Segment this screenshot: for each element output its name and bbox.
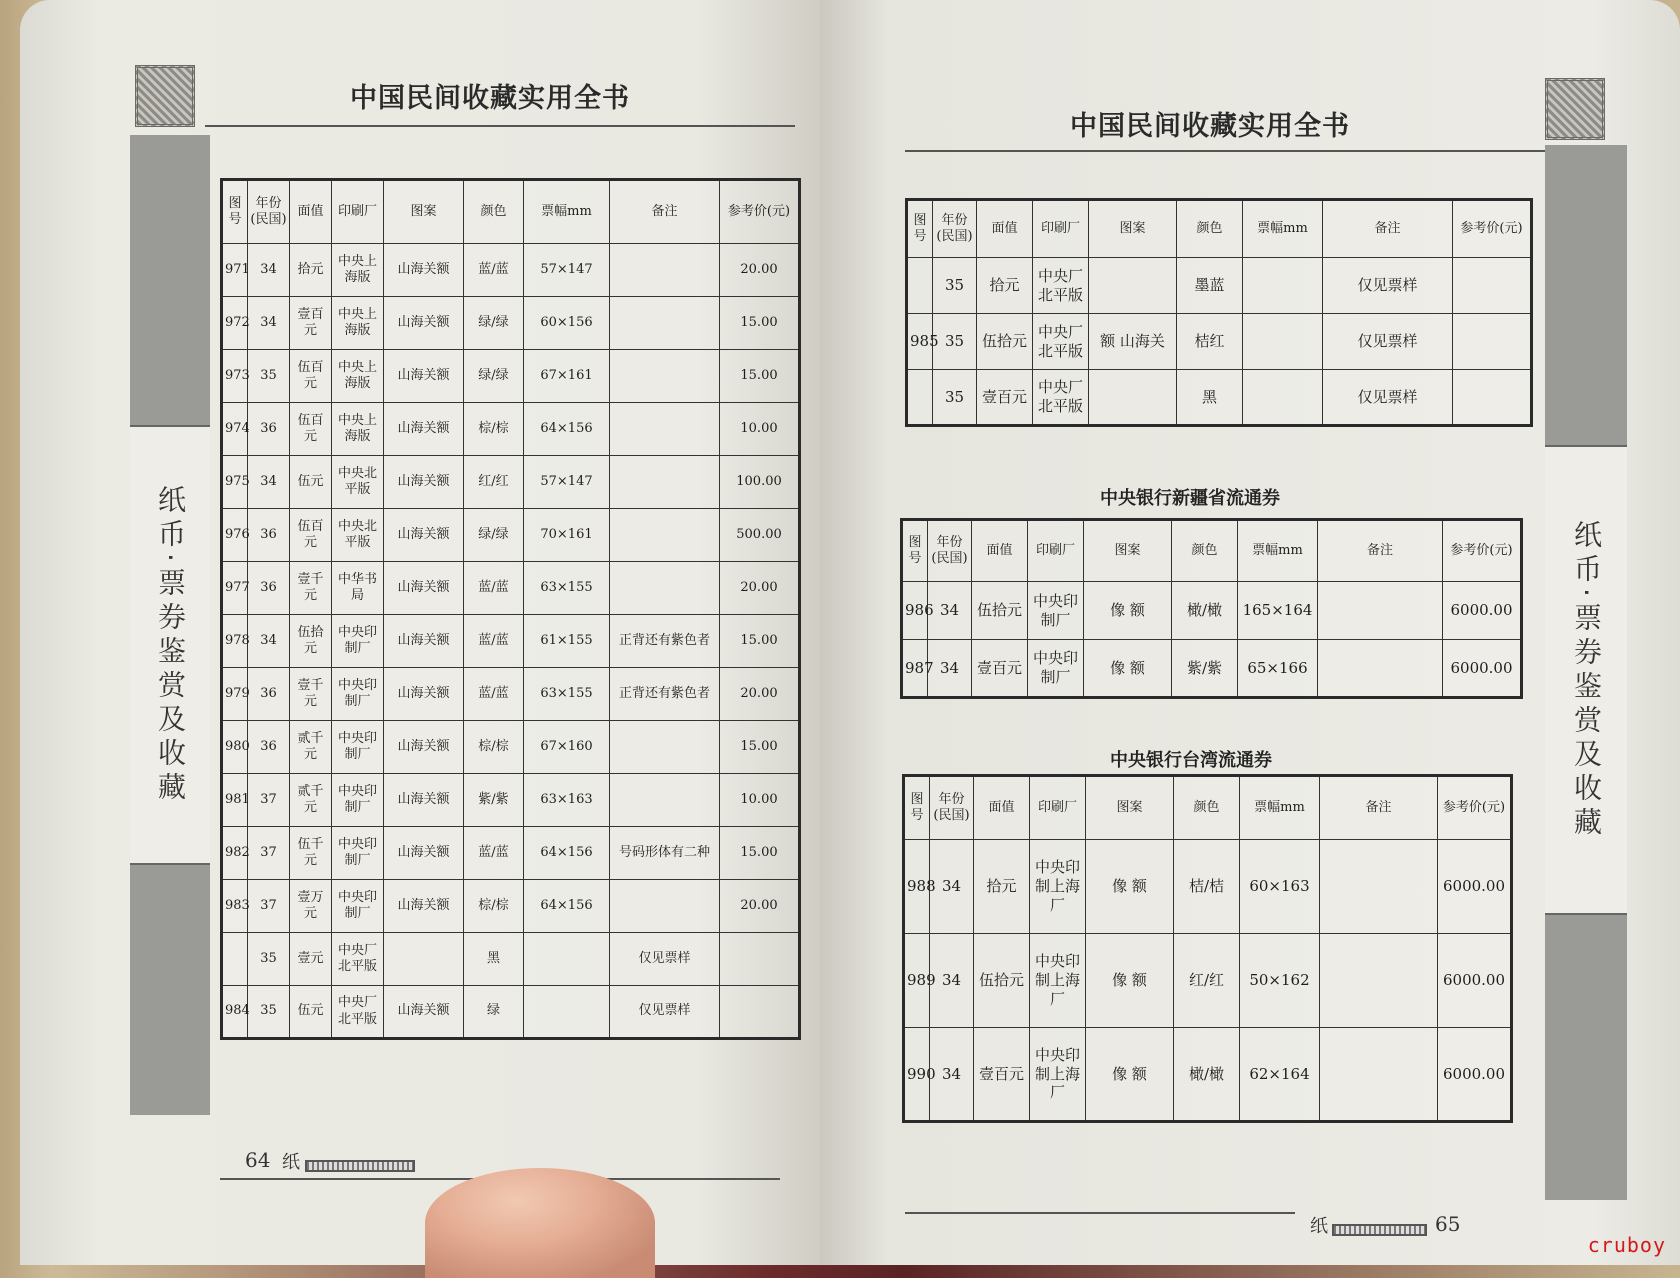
cell-year: 35 bbox=[248, 933, 290, 986]
table-row bbox=[222, 933, 800, 986]
cell-face: 贰千元 bbox=[290, 721, 332, 774]
cell-color: 棕/棕 bbox=[464, 880, 524, 933]
cell-printer: 中央北平版 bbox=[332, 456, 384, 509]
cell-color: 黑 bbox=[464, 933, 524, 986]
cell-size bbox=[524, 986, 610, 1039]
cell-design: 山海关额 bbox=[384, 721, 464, 774]
cell-size: 67×161 bbox=[524, 350, 610, 403]
col-header-no: 图号 bbox=[222, 180, 248, 244]
cell-face: 壹元 bbox=[290, 933, 332, 986]
cell-note: 仅见票样 bbox=[1323, 258, 1453, 314]
right-data-table-3 bbox=[902, 774, 1513, 1123]
cell-note bbox=[610, 774, 720, 827]
col-header-note: 备注 bbox=[1323, 200, 1453, 258]
table-row bbox=[222, 615, 800, 668]
cell-note bbox=[1318, 640, 1443, 698]
col-header-no: 图号 bbox=[904, 776, 930, 840]
cell-year: 35 bbox=[248, 986, 290, 1039]
cell-face: 拾元 bbox=[977, 258, 1033, 314]
cell-no: 984 bbox=[222, 986, 248, 1039]
table-row bbox=[222, 456, 800, 509]
cell-year: 35 bbox=[248, 350, 290, 403]
right-footer-rule bbox=[905, 1212, 1295, 1214]
cell-face: 贰千元 bbox=[290, 774, 332, 827]
col-header-face: 面值 bbox=[977, 200, 1033, 258]
cell-size: 62×164 bbox=[1240, 1028, 1320, 1122]
cell-no: 978 bbox=[222, 615, 248, 668]
table-row bbox=[222, 774, 800, 827]
cell-face: 伍拾元 bbox=[974, 934, 1030, 1028]
cell-year: 34 bbox=[248, 456, 290, 509]
cell-note: 仅见票样 bbox=[610, 933, 720, 986]
right-footer-bar bbox=[1332, 1224, 1427, 1236]
cell-design: 山海关额 bbox=[384, 774, 464, 827]
cell-note: 正背还有紫色者 bbox=[610, 668, 720, 721]
table-row bbox=[222, 880, 800, 933]
col-header-size: 票幅mm bbox=[1243, 200, 1323, 258]
table-row bbox=[222, 986, 800, 1039]
cell-note: 号码形体有二种 bbox=[610, 827, 720, 880]
table-row bbox=[222, 350, 800, 403]
table-row bbox=[222, 509, 800, 562]
table-row bbox=[907, 314, 1532, 370]
col-header-printer: 印刷厂 bbox=[1030, 776, 1086, 840]
cell-note bbox=[610, 244, 720, 297]
cell-face: 壹千元 bbox=[290, 562, 332, 615]
cell-color: 紫/紫 bbox=[1172, 640, 1238, 698]
cell-no: 981 bbox=[222, 774, 248, 827]
col-header-year: 年份(民国) bbox=[933, 200, 977, 258]
cell-design: 山海关额 bbox=[384, 986, 464, 1039]
cell-design bbox=[1089, 370, 1177, 426]
col-header-design: 图案 bbox=[1089, 200, 1177, 258]
cell-size: 61×155 bbox=[524, 615, 610, 668]
cell-price: 100.00 bbox=[720, 456, 800, 509]
cell-no: 973 bbox=[222, 350, 248, 403]
section-title-xinjiang: 中央银行新疆省流通券 bbox=[1100, 488, 1280, 509]
cell-price: 15.00 bbox=[720, 827, 800, 880]
cell-printer: 中央厂北平版 bbox=[1033, 370, 1089, 426]
cell-face: 拾元 bbox=[974, 840, 1030, 934]
cell-color: 蓝/蓝 bbox=[464, 244, 524, 297]
cell-printer: 中央上海版 bbox=[332, 403, 384, 456]
table-row bbox=[222, 244, 800, 297]
cell-no: 977 bbox=[222, 562, 248, 615]
cell-size: 65×166 bbox=[1238, 640, 1318, 698]
cell-face: 伍百元 bbox=[290, 403, 332, 456]
cell-printer: 中华书局 bbox=[332, 562, 384, 615]
col-header-year: 年份(民国) bbox=[930, 776, 974, 840]
cell-price bbox=[720, 986, 800, 1039]
cell-size bbox=[524, 933, 610, 986]
cell-no: 980 bbox=[222, 721, 248, 774]
cell-color: 橄/橄 bbox=[1174, 1028, 1240, 1122]
thumb-photo bbox=[425, 1168, 655, 1278]
cell-no: 989 bbox=[904, 934, 930, 1028]
cell-face: 伍元 bbox=[290, 986, 332, 1039]
cell-note bbox=[610, 297, 720, 350]
cell-design: 山海关额 bbox=[384, 509, 464, 562]
table-row bbox=[902, 640, 1522, 698]
cell-printer: 中央印制厂 bbox=[332, 827, 384, 880]
cell-design: 山海关额 bbox=[384, 668, 464, 721]
table-row bbox=[907, 370, 1532, 426]
col-header-printer: 印刷厂 bbox=[1028, 520, 1084, 582]
cell-face: 伍百元 bbox=[290, 509, 332, 562]
cell-size: 57×147 bbox=[524, 456, 610, 509]
col-header-price: 参考价(元) bbox=[720, 180, 800, 244]
cell-note bbox=[610, 350, 720, 403]
right-data-table-2 bbox=[900, 518, 1523, 699]
cell-printer: 中央印制厂 bbox=[1028, 640, 1084, 698]
cell-printer: 中央印制厂 bbox=[332, 880, 384, 933]
cell-printer: 中央上海版 bbox=[332, 297, 384, 350]
col-header-color: 颜色 bbox=[1177, 200, 1243, 258]
cell-no: 982 bbox=[222, 827, 248, 880]
cell-year: 35 bbox=[933, 258, 977, 314]
table-row bbox=[222, 562, 800, 615]
cell-price: 20.00 bbox=[720, 244, 800, 297]
cell-printer: 中央印制厂 bbox=[332, 668, 384, 721]
cell-size: 60×156 bbox=[524, 297, 610, 350]
cell-no: 987 bbox=[902, 640, 928, 698]
cell-year: 36 bbox=[248, 668, 290, 721]
cell-printer: 中央厂北平版 bbox=[332, 986, 384, 1039]
cell-printer: 中央厂北平版 bbox=[332, 933, 384, 986]
cell-no: 976 bbox=[222, 509, 248, 562]
cell-price bbox=[1453, 314, 1532, 370]
cell-color: 蓝/蓝 bbox=[464, 827, 524, 880]
cell-color: 墨蓝 bbox=[1177, 258, 1243, 314]
col-header-price: 参考价(元) bbox=[1453, 200, 1532, 258]
cell-size: 70×161 bbox=[524, 509, 610, 562]
cell-note bbox=[610, 880, 720, 933]
cell-color: 橄/橄 bbox=[1172, 582, 1238, 640]
cell-note bbox=[1320, 1028, 1438, 1122]
cell-printer: 中央厂北平版 bbox=[1033, 314, 1089, 370]
cell-color: 紫/紫 bbox=[464, 774, 524, 827]
right-sidebar-label: 纸币·票券鉴赏及收藏 bbox=[1570, 519, 1603, 841]
cell-no: 979 bbox=[222, 668, 248, 721]
cell-note bbox=[1318, 582, 1443, 640]
col-header-price: 参考价(元) bbox=[1443, 520, 1522, 582]
cell-price: 20.00 bbox=[720, 562, 800, 615]
col-header-face: 面值 bbox=[972, 520, 1028, 582]
cell-color: 蓝/蓝 bbox=[464, 562, 524, 615]
cell-face: 壹百元 bbox=[290, 297, 332, 350]
col-header-year: 年份(民国) bbox=[928, 520, 972, 582]
cell-size: 165×164 bbox=[1238, 582, 1318, 640]
col-header-printer: 印刷厂 bbox=[1033, 200, 1089, 258]
cell-note bbox=[610, 721, 720, 774]
table-row bbox=[904, 1028, 1512, 1122]
cell-price: 15.00 bbox=[720, 350, 800, 403]
cell-no: 986 bbox=[902, 582, 928, 640]
cell-size: 64×156 bbox=[524, 827, 610, 880]
cell-no bbox=[222, 933, 248, 986]
cell-note bbox=[1320, 840, 1438, 934]
left-header-rule bbox=[205, 125, 795, 127]
cell-year: 35 bbox=[933, 370, 977, 426]
cell-year: 34 bbox=[930, 1028, 974, 1122]
cell-price bbox=[1453, 370, 1532, 426]
cell-size bbox=[1243, 258, 1323, 314]
cell-design: 山海关额 bbox=[384, 880, 464, 933]
cell-face: 伍拾元 bbox=[977, 314, 1033, 370]
cell-year: 37 bbox=[248, 774, 290, 827]
cell-year: 35 bbox=[933, 314, 977, 370]
left-sidebar bbox=[130, 135, 210, 1115]
right-header-rule bbox=[905, 150, 1545, 152]
cell-no bbox=[907, 370, 933, 426]
cell-no bbox=[907, 258, 933, 314]
cell-design: 山海关额 bbox=[384, 827, 464, 880]
cell-design bbox=[384, 933, 464, 986]
cell-printer: 中央北平版 bbox=[332, 509, 384, 562]
left-footer-bar bbox=[305, 1160, 415, 1172]
col-header-face: 面值 bbox=[974, 776, 1030, 840]
table-row bbox=[222, 827, 800, 880]
cell-note bbox=[610, 456, 720, 509]
cell-design: 山海关额 bbox=[384, 403, 464, 456]
table-row bbox=[904, 840, 1512, 934]
col-header-face: 面值 bbox=[290, 180, 332, 244]
cell-price bbox=[1453, 258, 1532, 314]
left-header-title: 中国民间收藏实用全书 bbox=[350, 83, 630, 114]
cell-price: 500.00 bbox=[720, 509, 800, 562]
col-header-color: 颜色 bbox=[1172, 520, 1238, 582]
cell-note bbox=[610, 403, 720, 456]
corner-ornament-icon bbox=[135, 65, 195, 127]
cell-printer: 中央印制厂 bbox=[1028, 582, 1084, 640]
table-row bbox=[902, 582, 1522, 640]
cell-note: 仅见票样 bbox=[1323, 370, 1453, 426]
left-page bbox=[20, 0, 820, 1265]
cell-price: 15.00 bbox=[720, 297, 800, 350]
cell-note: 仅见票样 bbox=[610, 986, 720, 1039]
cell-printer: 中央印制厂 bbox=[332, 615, 384, 668]
cell-color: 蓝/蓝 bbox=[464, 668, 524, 721]
table-row bbox=[904, 934, 1512, 1028]
cell-printer: 中央上海版 bbox=[332, 350, 384, 403]
cell-printer: 中央印制厂 bbox=[332, 774, 384, 827]
left-page-number: 64 bbox=[245, 1148, 271, 1172]
table-row bbox=[222, 297, 800, 350]
cell-design: 像 额 bbox=[1084, 640, 1172, 698]
cell-face: 壹万元 bbox=[290, 880, 332, 933]
corner-ornament-icon bbox=[1545, 78, 1605, 140]
col-header-color: 颜色 bbox=[464, 180, 524, 244]
cell-size: 63×155 bbox=[524, 562, 610, 615]
cell-year: 34 bbox=[248, 244, 290, 297]
cell-printer: 中央印制上海厂 bbox=[1030, 1028, 1086, 1122]
section-title-taiwan: 中央银行台湾流通券 bbox=[1110, 750, 1272, 771]
cell-price bbox=[720, 933, 800, 986]
col-header-price: 参考价(元) bbox=[1438, 776, 1512, 840]
cell-printer: 中央厂北平版 bbox=[1033, 258, 1089, 314]
col-header-design: 图案 bbox=[384, 180, 464, 244]
table-row bbox=[222, 668, 800, 721]
cell-price: 10.00 bbox=[720, 774, 800, 827]
cell-design: 山海关额 bbox=[384, 244, 464, 297]
cell-no: 983 bbox=[222, 880, 248, 933]
col-header-size: 票幅mm bbox=[1240, 776, 1320, 840]
cell-note bbox=[610, 562, 720, 615]
cell-design: 山海关额 bbox=[384, 297, 464, 350]
cell-size: 50×162 bbox=[1240, 934, 1320, 1028]
cell-price: 6000.00 bbox=[1438, 934, 1512, 1028]
cell-face: 壹百元 bbox=[972, 640, 1028, 698]
col-header-design: 图案 bbox=[1084, 520, 1172, 582]
col-header-note: 备注 bbox=[610, 180, 720, 244]
right-page-number: 65 bbox=[1435, 1212, 1461, 1236]
col-header-size: 票幅mm bbox=[1238, 520, 1318, 582]
cell-size: 60×163 bbox=[1240, 840, 1320, 934]
cell-year: 37 bbox=[248, 827, 290, 880]
cell-design bbox=[1089, 258, 1177, 314]
cell-no: 974 bbox=[222, 403, 248, 456]
cell-no: 985 bbox=[907, 314, 933, 370]
cell-no: 972 bbox=[222, 297, 248, 350]
cell-color: 绿 bbox=[464, 986, 524, 1039]
cell-color: 绿/绿 bbox=[464, 350, 524, 403]
cell-size: 67×160 bbox=[524, 721, 610, 774]
cell-price: 6000.00 bbox=[1438, 1028, 1512, 1122]
cell-design: 像 额 bbox=[1086, 1028, 1174, 1122]
cell-face: 壹百元 bbox=[974, 1028, 1030, 1122]
cell-design: 山海关额 bbox=[384, 562, 464, 615]
cell-face: 伍拾元 bbox=[972, 582, 1028, 640]
cell-size: 64×156 bbox=[524, 403, 610, 456]
cell-color: 桔/桔 bbox=[1174, 840, 1240, 934]
watermark-text: cruboy bbox=[1587, 1233, 1666, 1257]
cell-price: 20.00 bbox=[720, 880, 800, 933]
cell-color: 红/红 bbox=[1174, 934, 1240, 1028]
cell-year: 36 bbox=[248, 562, 290, 615]
cell-year: 36 bbox=[248, 721, 290, 774]
cell-color: 桔红 bbox=[1177, 314, 1243, 370]
right-data-table-1 bbox=[905, 198, 1533, 427]
cell-design: 额 山海关 bbox=[1089, 314, 1177, 370]
cell-color: 黑 bbox=[1177, 370, 1243, 426]
col-header-printer: 印刷厂 bbox=[332, 180, 384, 244]
col-header-no: 图号 bbox=[902, 520, 928, 582]
col-header-no: 图号 bbox=[907, 200, 933, 258]
cell-color: 绿/绿 bbox=[464, 509, 524, 562]
cell-printer: 中央上海版 bbox=[332, 244, 384, 297]
cell-size: 63×163 bbox=[524, 774, 610, 827]
table-row bbox=[222, 403, 800, 456]
cell-size: 63×155 bbox=[524, 668, 610, 721]
right-header-title: 中国民间收藏实用全书 bbox=[1070, 111, 1350, 142]
cell-price: 6000.00 bbox=[1438, 840, 1512, 934]
cell-size: 57×147 bbox=[524, 244, 610, 297]
col-header-year: 年份(民国) bbox=[248, 180, 290, 244]
cell-year: 37 bbox=[248, 880, 290, 933]
cell-price: 6000.00 bbox=[1443, 582, 1522, 640]
cell-price: 15.00 bbox=[720, 721, 800, 774]
table-row bbox=[222, 721, 800, 774]
cell-face: 伍拾元 bbox=[290, 615, 332, 668]
left-footer-char: 纸 bbox=[282, 1152, 300, 1173]
cell-year: 34 bbox=[928, 640, 972, 698]
cell-no: 975 bbox=[222, 456, 248, 509]
table-row bbox=[907, 258, 1532, 314]
cell-printer: 中央印制上海厂 bbox=[1030, 934, 1086, 1028]
col-header-color: 颜色 bbox=[1174, 776, 1240, 840]
col-header-design: 图案 bbox=[1086, 776, 1174, 840]
cell-price: 6000.00 bbox=[1443, 640, 1522, 698]
cell-no: 988 bbox=[904, 840, 930, 934]
cell-year: 36 bbox=[248, 403, 290, 456]
cell-size: 64×156 bbox=[524, 880, 610, 933]
cell-note bbox=[1320, 934, 1438, 1028]
cell-face: 伍千元 bbox=[290, 827, 332, 880]
cell-year: 34 bbox=[930, 934, 974, 1028]
cell-color: 蓝/蓝 bbox=[464, 615, 524, 668]
cell-design: 山海关额 bbox=[384, 350, 464, 403]
cell-face: 伍元 bbox=[290, 456, 332, 509]
cell-color: 棕/棕 bbox=[464, 721, 524, 774]
cell-year: 34 bbox=[930, 840, 974, 934]
cell-color: 绿/绿 bbox=[464, 297, 524, 350]
cell-size bbox=[1243, 314, 1323, 370]
cell-no: 971 bbox=[222, 244, 248, 297]
cell-year: 36 bbox=[248, 509, 290, 562]
cell-printer: 中央印制上海厂 bbox=[1030, 840, 1086, 934]
cell-design: 像 额 bbox=[1086, 840, 1174, 934]
cell-design: 山海关额 bbox=[384, 615, 464, 668]
cell-color: 红/红 bbox=[464, 456, 524, 509]
cell-printer: 中央印制厂 bbox=[332, 721, 384, 774]
col-header-note: 备注 bbox=[1318, 520, 1443, 582]
cell-size bbox=[1243, 370, 1323, 426]
right-sidebar bbox=[1545, 145, 1627, 1200]
left-data-table bbox=[220, 178, 801, 1040]
cell-year: 34 bbox=[248, 297, 290, 350]
cell-year: 34 bbox=[928, 582, 972, 640]
cell-price: 15.00 bbox=[720, 615, 800, 668]
cell-face: 壹百元 bbox=[977, 370, 1033, 426]
col-header-note: 备注 bbox=[1320, 776, 1438, 840]
cell-no: 990 bbox=[904, 1028, 930, 1122]
cell-note: 仅见票样 bbox=[1323, 314, 1453, 370]
cell-price: 20.00 bbox=[720, 668, 800, 721]
left-sidebar-label: 纸币·票券鉴赏及收藏 bbox=[154, 484, 187, 806]
cell-note bbox=[610, 509, 720, 562]
cell-design: 像 额 bbox=[1086, 934, 1174, 1028]
cell-design: 像 额 bbox=[1084, 582, 1172, 640]
cell-face: 壹千元 bbox=[290, 668, 332, 721]
cell-note: 正背还有紫色者 bbox=[610, 615, 720, 668]
col-header-size: 票幅mm bbox=[524, 180, 610, 244]
cell-price: 10.00 bbox=[720, 403, 800, 456]
right-page bbox=[820, 0, 1680, 1265]
cell-year: 34 bbox=[248, 615, 290, 668]
cell-color: 棕/棕 bbox=[464, 403, 524, 456]
cell-face: 拾元 bbox=[290, 244, 332, 297]
cell-face: 伍百元 bbox=[290, 350, 332, 403]
right-footer-char: 纸 bbox=[1310, 1216, 1328, 1237]
cell-design: 山海关额 bbox=[384, 456, 464, 509]
